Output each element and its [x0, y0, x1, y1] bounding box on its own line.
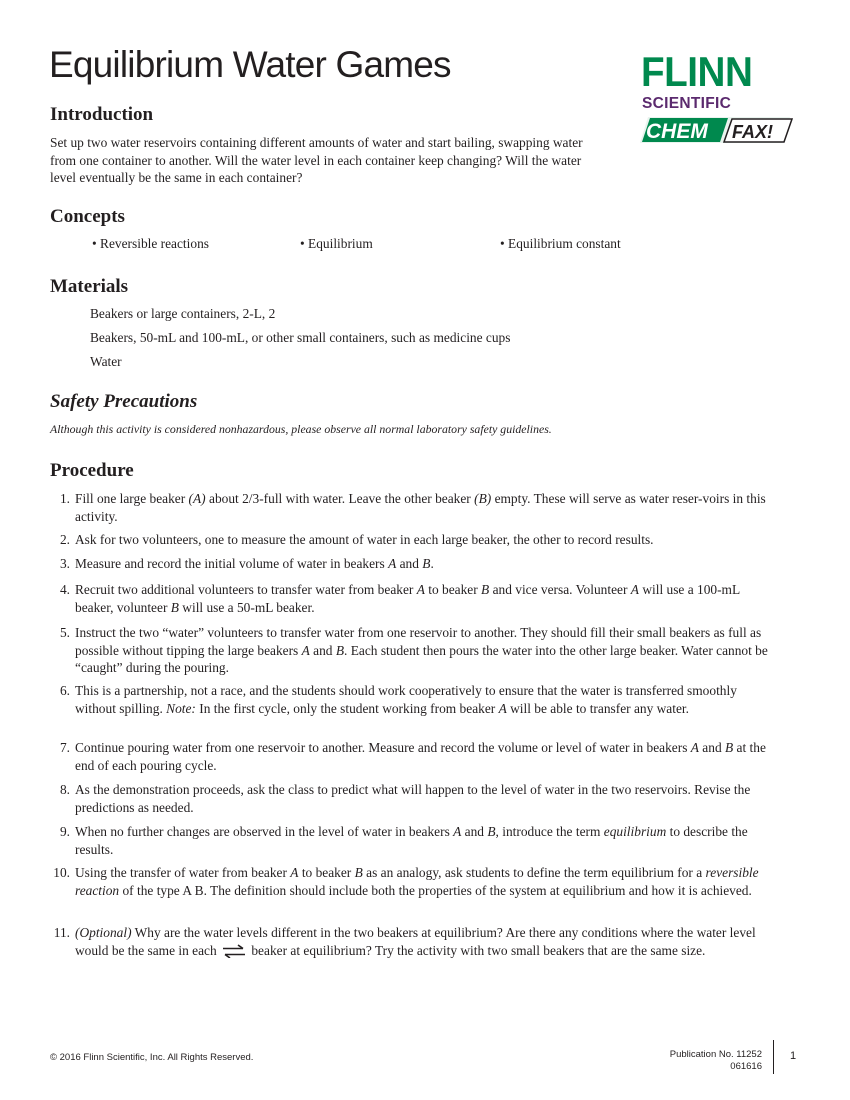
step-number: 2. — [59, 532, 70, 547]
copyright-notice: © 2016 Flinn Scientific, Inc. All Rights Reserved. — [50, 1052, 254, 1063]
step-number: 9. — [59, 824, 70, 839]
equilibrium-arrows-icon — [222, 944, 246, 958]
procedure-step: 9. When no further changes are observed in the level of water in beakers A and B, introduce the term equilibrium to describe the results. — [50, 823, 780, 858]
procedure-step: 3. Measure and record the initial volume of water in beakers A and B. — [50, 555, 780, 573]
page-title: Equilibrium Water Games — [49, 44, 451, 85]
logo-flinn-text: FLINN — [641, 48, 753, 95]
concept-item: • Equilibrium — [300, 236, 373, 251]
procedure-step: 5. Instruct the two “water” volunteers to transfer water from one reservoir to another. They should fill their small beakers as full as possible without tipping the large beakers A and B. Each student then pours the water into the other large beaker. Water cannot be “caught” during the pouring. — [50, 624, 780, 677]
publication-info — [620, 1049, 762, 1073]
publication-number: Publication No. 11252 — [669, 1049, 762, 1060]
procedure-step: 2. Ask for two volunteers, one to measure the amount of water in each large beaker, the other to record results. — [50, 531, 780, 549]
material-item: Beakers, 50-mL and 100-mL, or other small containers, such as medicine cups — [90, 330, 511, 345]
concepts-heading: Concepts — [50, 206, 125, 227]
procedure-step: 4. Recruit two additional volunteers to transfer water from beaker A to beaker B and vice versa. Volunteer A will use a 100-mL beaker, volunteer B will use a 50-mL beaker. — [50, 581, 780, 616]
footer-divider — [773, 1040, 774, 1074]
introduction-heading: Introduction — [50, 104, 154, 125]
safety-text: Although this activity is considered nonhazardous, please observe all normal laboratory safety guidelines. — [50, 422, 552, 436]
materials-heading: Materials — [50, 276, 129, 297]
procedure-step: 1. Fill one large beaker (A) about 2/3-full with water. Leave the other beaker (B) empty. These will serve as water reser-voirs in this activity. — [50, 490, 780, 525]
concept-item: • Equilibrium constant — [500, 236, 621, 251]
step-number: 1. — [59, 491, 70, 506]
flinn-chemfax-logo — [640, 50, 800, 152]
material-item: Water — [90, 354, 122, 369]
procedure-step: 8. As the demonstration proceeds, ask the class to predict what will happen to the level of water in the two reservoirs. Revise the predictions as needed. — [50, 781, 780, 816]
concept-item: • Reversible reactions — [92, 236, 209, 251]
step-number: 6. — [59, 683, 70, 698]
procedure-step: 6. This is a partnership, not a race, and the students should work cooperatively to ensure that the water is transferred smoothly without spilling. Note: In the first cycle, only the student working from beaker A will be able to transfer any water. — [50, 682, 780, 717]
chemfax-badge — [640, 115, 796, 145]
chemfax-badge-right-text: FAX! — [732, 122, 774, 142]
page-number: 1 — [790, 1050, 797, 1062]
step-number: 5. — [59, 625, 70, 640]
step-number: 11. — [53, 925, 70, 940]
safety-heading: Safety Precautions — [50, 391, 198, 412]
step-number: 3. — [59, 556, 70, 571]
procedure-step: 10. Using the transfer of water from beaker A to beaker B as an analogy, ask students to define the term equilibrium for a reversible reaction of the type A B. The definition should include both the properties of the system at equilibrium and how it is achieved. — [50, 864, 780, 899]
procedure-heading: Procedure — [50, 460, 134, 481]
introduction-text: Set up two water reservoirs containing different amounts of water and start bailing, swapping water from one container to another. Will the water level in each container keep changing? Will the water level eventually be the same in each container? — [50, 135, 583, 185]
material-item: Beakers or large containers, 2-L, 2 — [90, 306, 276, 321]
step-number: 7. — [59, 740, 70, 755]
procedure-step: 11. (Optional) Why are the water levels different in the two beakers at equilibrium? Are there any conditions where the water level would be the same in each beaker at equilibrium? Try the activity with two small beakers that are the same size. — [50, 924, 780, 959]
procedure-step: 7. Continue pouring water from one reservoir to another. Measure and record the volume or level of water in beakers A and B at the end of each pouring cycle. — [50, 739, 780, 774]
publication-code: 061616 — [730, 1061, 762, 1072]
logo-scientific-text: SCIENTIFIC — [642, 95, 732, 112]
step-number: 8. — [59, 782, 70, 797]
step-number: 10. — [53, 865, 70, 880]
chemfax-badge-left-text: CHEM — [646, 120, 708, 143]
step-number: 4. — [59, 582, 70, 597]
